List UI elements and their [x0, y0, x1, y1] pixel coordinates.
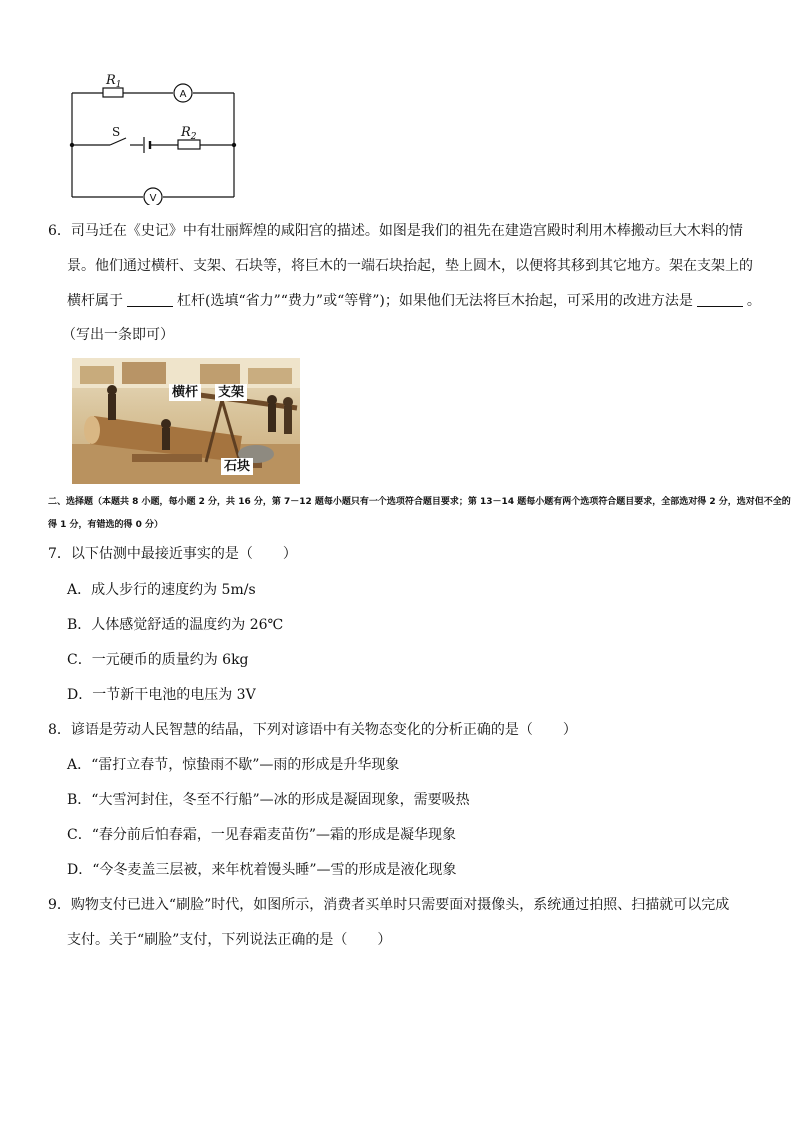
q6-line3: [67, 291, 761, 311]
q6-line3-b: 杠杆(选填“省力”“费力”或“等臂”)；如果他们无法将巨木抬起，可采用的改进方法是: [177, 293, 693, 309]
r2-label: $R_2$: [181, 125, 197, 142]
q7-option-c[interactable]: C．一元硬币的质量约为 6kg: [67, 652, 249, 668]
q6-line4: （写出一条即可）: [62, 327, 174, 343]
q7-option-d[interactable]: D．一节新干电池的电压为 3V: [67, 687, 256, 703]
q6-blank-2[interactable]: [697, 292, 743, 307]
q7-option-b[interactable]: B．人体感觉舒适的温度约为 26℃: [67, 617, 284, 633]
ammeter-label: A: [179, 89, 187, 100]
switch-label: S: [112, 125, 121, 139]
resistor-r2: [178, 140, 200, 149]
q8-option-b[interactable]: B．“大雪河封住，冬至不行船”—冰的形成是凝固现象，需要吸热: [67, 792, 470, 808]
q6-line3-a: 横杆属于: [67, 293, 123, 309]
circuit-diagram: [60, 70, 250, 205]
voltmeter-label: V: [149, 193, 157, 204]
q7-stem: 7．以下估测中最接近事实的是（ ）: [48, 546, 297, 562]
q8-option-a[interactable]: A．“雷打立春节，惊蛰雨不歇”—雨的形成是升华现象: [67, 757, 400, 773]
illustration-drawing: [72, 358, 300, 484]
q6-blank-1[interactable]: [127, 292, 173, 307]
label-stone: 石块: [221, 458, 253, 475]
q7-option-a[interactable]: A．成人步行的速度约为 5m/s: [67, 582, 256, 598]
q9-line2: 支付。关于“刷脸”支付，下列说法正确的是（ ）: [67, 932, 392, 948]
q8-option-c[interactable]: C．“春分前后怕春霜，一见春霜麦苗伤”—霜的形成是凝华现象: [67, 827, 457, 843]
q6-illustration: [72, 358, 300, 484]
q8-option-d[interactable]: D．“今冬麦盖三层被，来年枕着馒头睡”—雪的形成是液化现象: [67, 862, 457, 878]
q6-line3-c: 。: [746, 293, 761, 309]
q8-stem: 8．谚语是劳动人民智慧的结晶，下列对谚语中有关物态变化的分析正确的是（ ）: [48, 722, 577, 738]
q9-line1: 9．购物支付已进入“刷脸”时代，如图所示，消费者买单时只需要面对摄像头，系统通过拍照、扫描就可以完成: [48, 897, 730, 913]
section-2-line2: 得 1 分，有错选的得 0 分）: [48, 520, 164, 530]
q6-line1: 6．司马迁在《史记》中有壮丽辉煌的咸阳宫的描述。如图是我们的祖先在建造宫殿时利用木棒搬动巨大木料的情: [48, 223, 743, 239]
section-2-line1: 二、选择题（本题共 8 小题，每小题 2 分，共 16 分，第 7－12 题每小题只有一个选项符合题目要求；第 13－14 题每小题有两个选项符合题目要求，全部选对得 2 分，选对但不全的: [48, 497, 791, 507]
r1-label: $R_1$: [106, 73, 122, 90]
label-lever: 横杆: [169, 384, 201, 401]
q6-line2: 景。他们通过横杆、支架、石块等，将巨木的一端石块抬起，垫上圆木，以便将其移到其它地方。架在支架上的: [67, 258, 753, 274]
label-support: 支架: [215, 384, 247, 401]
